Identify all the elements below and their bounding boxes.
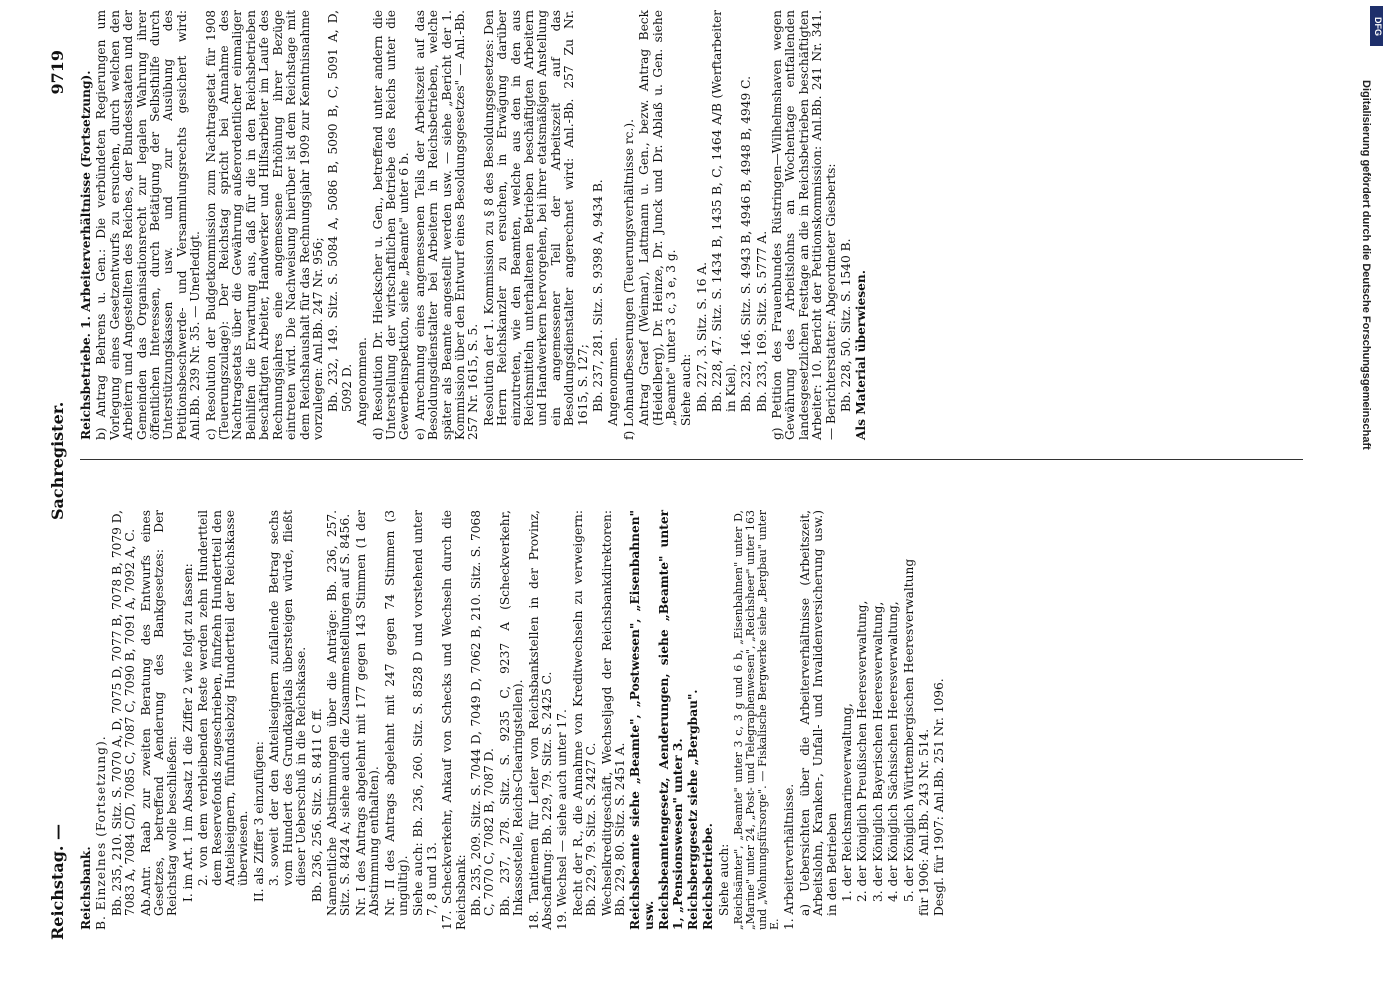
- right-column-entry: c) Resolution der Budgetkommission zum Nachtragsetat für 1908 (Teuerungszulage): Der Reichstag spricht bei Annahme des Nachtragsetats über die Gewährung außerordentlicher einmaliger Beihilfen die Erwartung aus, daß für die in den Reichsbetrieben beschäftigten Arbeiter, Handwerker und Hilfsarbeiter im Laufe des Rechnungsjahres eine angemessene Erhöhung ihrer Bezüge eintreten wird. Die Nachweisung hierüber ist dem Reichstage mit dem Reichshaushalt für das Rechnungsjahr 1909 zur Kenntnisnahme vorzulegen: Anl.Bb. 247 Nr. 956;: [203, 10, 325, 440]
- right-column-entry: Bb. 232, 146. Sitz. S. 4943 B, 4946 B, 4948 B, 4949 C.: [739, 76, 754, 412]
- left-column-entry: Bb. 235, 209. Sitz. S. 7044 D, 7049 D, 7062 B, 210. Sitz. S. 7068 C, 7070 C, 7082 B, 7087 D.: [468, 510, 497, 916]
- left-column-entry: 4. der Königlich Sächsischen Heeresverwaltung,: [886, 601, 901, 902]
- left-column-entry: Bb. 235, 210. Sitz. S. 7070 A, D, 7075 D, 7077 B, 7078 B, 7079 D, 7083 A, 7084 C/D, 7085 C, 7087 C, 7090 B, 7091 A, 7092 A, C.: [109, 510, 138, 916]
- right-column-entry: Bb. 232, 149. Sitz. S. 5084 A, 5086 B, 5090 B, C, 5091 A, D, 5092 D.: [326, 10, 354, 412]
- page-number: 9719: [48, 50, 67, 95]
- left-column-entry: 5. der Königlich Württembergischen Heeresverwaltung: [901, 558, 916, 902]
- credit-line: [1354, 0, 1374, 1000]
- header-center: Sachregister.: [48, 401, 67, 520]
- right-column-entry: e) Anrechnung eines angemessenen Teils der Arbeitszeit auf das Besoldungsdienstalter bei Arbeitern in Reichsbetrieben, welche später als Beamte angestellt werden usw. — siehe „Bericht der 1. Kommission über den Entwurf eines Besoldungsgesetzes" — Anl.-Bb. 257 Nr. 1615, S. 5.: [412, 10, 481, 440]
- left-column-entry: 1. Arbeiterverhältnisse.: [782, 783, 797, 930]
- right-column-entry: d) Resolution Dr. Hieckscher u. Gen., betreffend unter andern die Unterstellung der wirtschaftlichen Betriebe des Reichs unter die Gewerbeinspektion, siehe „Beamte" unter 6 b.: [370, 10, 412, 440]
- left-column-entry: Nr. II des Antrags abgelehnt mit 247 gegen 74 Stimmen (3 ungültig).: [382, 510, 410, 916]
- left-column-entry: 18. Tantiemen für Leiter von Reichsbankstellen in der Provinz, Abschaffung: Bb. 229, 79. Sitz. S. 2425 C.: [526, 510, 554, 930]
- right-column-entry: Angenommen.: [355, 337, 370, 426]
- right-column-entry: b) Antrag Behrens u. Gen.: Die verbündeten Regierungen um Vorlegung eines Gesetzentwurfs zu ersuchen, durch welchen den Arbeitern und Angestellten des Reiches, der Bundesstaaten und der Gemeinden das Organisationsrecht zur legalen Wahrung ihrer öffentlichen Interessen, durch Betätigung der Selbsthilfe durch Unterstützungskassen usw. und zur Ausübung des Petitionsbeschwerde- und Versammlungsrechts gesichert wird: Anl.Bb. 239 Nr. 35. — Unerledigt.: [94, 10, 203, 440]
- right-column-entry: Bb. 227, 3. Sitz. S. 16 A.: [694, 261, 709, 412]
- column-divider: [80, 459, 1303, 460]
- left-column-entry: Reichsbank.: [79, 846, 93, 930]
- right-column-entry: Reichsbetriebe. 1. Arbeiterverhältnisse (Fortsetzung).: [79, 70, 93, 440]
- left-column-entry: Recht der R., die Annahme von Kreditwechseln zu verweigern: Bb. 229, 79. Sitz. S. 2427 C.: [570, 510, 599, 916]
- left-column-entry: Siehe auch:: [716, 843, 731, 916]
- left-column-entry: 2. von dem verbleibenden Reste werden zehn Hundertteil dem Reservefonds zugeschrieben, fünfzehn Hundertteil den Anteilseignern, fünfundsiebzig Hundertteil der Reichskasse überwiesen.: [196, 510, 251, 886]
- columns: [79, 10, 1303, 960]
- left-column-entry: a) Uebersichten über die Arbeiterverhältnisse (Arbeitszeit, Arbeitslohn, Kranken-, Unfall- und Invalidenversicherung usw.) in den Betrieben: [797, 510, 839, 916]
- left-column-entry: Wechselkreditgeschäft, Wechseljagd der Reichsbankdirektoren: Bb. 229, 80. Sitz. S. 2451 A.: [599, 510, 628, 916]
- left-column-entry: Ab.Antr. Raab zur zweiten Beratung des Entwurfs eines Gesetzes, betreffend Aenderung des Bankgesetzes: Der Reichstag wolle beschließen:: [138, 510, 180, 916]
- left-column: [80, 510, 1303, 930]
- left-column-entry: 3. der Königlich Bayerischen Heeresverwaltung,: [870, 601, 885, 902]
- right-column: [80, 10, 1303, 440]
- left-column-entry: 2. der Königlich Preußischen Heeresverwaltung,: [855, 600, 870, 902]
- right-column-entry: Resolution der 1. Kommission zu § 8 des Besoldungsgesetzes: Den Herrn Reichskanzler zu ersuchen, in Erwägung darüber einzutreten, wie den Beamten, welche aus den in den aus Reichsmitteln unterhaltenen Betrieben beschäftigten Arbeitern und Handwerkern hervorgehen, bei ihrer etatsmäßigen Anstellung ein angemessener Teil der Arbeitszeit auf das Besoldungsdienstalter angerechnet wird: Anl.-Bb. 257 Zu Nr. 1615, S. 127;: [481, 10, 590, 426]
- left-column-entry: 3. soweit der den Anteilseignern zufallende Betrag sechs vom Hundert des Grundkapitals übersteigen würde, fließt dieser Ueberschuß in die Reichskasse.: [267, 510, 309, 886]
- left-column-entry: B. Einzelnes (Fortsetzung).: [94, 735, 109, 930]
- right-column-entry: g) Petition des Frauenbundes Rüstringen—Wilhelmshaven wegen Gewährung des Arbeitslohns an Wochentage entfallenden landesgesetzlichen Festtage an die in Reichsbetrieben beschäftigten Arbeiter: 10. Bericht der Petitionskommission: Anl.Bb. 241 Nr. 341. — Berichterstatter: Abgeordneter Giesberts:: [769, 10, 838, 440]
- right-column-entry: Bb. 228, 50. Sitz. S. 1540 B.: [838, 238, 853, 412]
- left-column-entry: Nr. I des Antrags abgelehnt mit 177 gegen 143 Stimmen (1 der Abstimmung enthalten).: [353, 510, 382, 916]
- left-column-entry: Siehe auch: Bb. 236, 260. Sitz. S. 8528 D und vorstehend unter 7, 8 und 13.: [411, 510, 439, 916]
- right-column-entry: Siehe auch:: [679, 353, 694, 426]
- right-column-entry: Antrag Graef (Weimar), Lattmann u. Gen., bezw. Antrag Beck (Heidelberg), Dr. Heinze, Dr. Junck und Dr. Ablaß u. Gen. siehe „Beamte" unter 3 c, 3 e, 3 g.: [637, 10, 679, 426]
- left-column-entry: „Reichsämter", „Beamte" unter 3 c, 3 g und 6 b, „Eisenbahnen" unter D, „Marine" unter 24, „Post- und Telegraphenwesen", „Reichsheer" unter 163 und „Wohnungsfürsorge". — Fiskalische Bergwerke siehe „Bergbau" unter E.: [732, 510, 782, 930]
- left-column-entry: Namentliche Abstimmungen über die Anträge: Bb. 236, 257. Sitz. S. 8424 A; siehe auch die Zusammenstellungen auf S. 8456.: [324, 510, 353, 916]
- right-column-entry: Bb. 237, 281. Sitz. S. 9398 A, 9434 B.: [591, 179, 606, 412]
- credit-text: Digitalisierung gefördert durch die Deutsche Forschungsgemeinschaft: [1360, 80, 1372, 450]
- left-column-entry: II. als Ziffer 3 einzufügen:: [251, 741, 266, 902]
- left-column-entry: Bb. 237, 278. Sitz. S. 9235 C, 9237 A (Scheckverkehr, Inkassostelle, Reichs-Clearingstellen).: [497, 510, 526, 916]
- dfg-logo-icon: DFG: [1370, 6, 1383, 46]
- side-band: [1346, 0, 1383, 1000]
- left-column-entry: für 1906: Anl.Bb. 243 Nr. 514.: [916, 728, 931, 916]
- right-column-entry: Als Material überwiesen.: [854, 270, 869, 440]
- left-column-entry: I. im Art. 1 im Absatz 1 die Ziffer 2 wie folgt zu fassen:: [180, 563, 195, 902]
- right-column-entry: Angenommen.: [606, 337, 621, 426]
- page-header: [36, 50, 76, 960]
- right-column-entry: Bb. 228, 47. Sitz. S. 1434 B, 1435 B, C, 1464 A/B (Werftarbeiter in Kiel).: [710, 10, 738, 412]
- left-column-entry: 17. Scheckverkehr, Ankauf von Schecks und Wechseln durch die Reichsbank:: [440, 510, 468, 930]
- left-column-entry: Bb. 236, 256. Sitz. S. 8411 C ff.: [309, 708, 324, 902]
- left-column-entry: Reichsbetriebe.: [701, 823, 716, 930]
- left-column-entry: 19. Wechsel — siehe auch unter 17.: [555, 709, 570, 930]
- left-column-entry: Reichsbeamtengesetz, Aenderungen, siehe „Beamte" unter 1, „Pensionswesen" unter 3.: [657, 510, 685, 930]
- left-column-entry: Reichsbeamte siehe „Beamte", „Postwesen", „Eisenbahnen" usw.: [628, 510, 656, 930]
- right-column-entry: Bb. 233, 169. Sitz. S. 5777 A.: [754, 230, 769, 412]
- left-column-entry: Desgl. für 1907: Anl.Bb. 251 Nr. 1096.: [932, 678, 947, 916]
- right-column-entry: f) Lohnaufbesserungen (Teuerungsverhältnisse rc.).: [621, 118, 636, 440]
- left-column-entry: 1. der Reichsmarineverwaltung,: [839, 703, 854, 902]
- header-left: Reichstag. —: [48, 823, 67, 940]
- left-column-entry: Reichsberggesetz siehe „Bergbau".: [686, 689, 701, 930]
